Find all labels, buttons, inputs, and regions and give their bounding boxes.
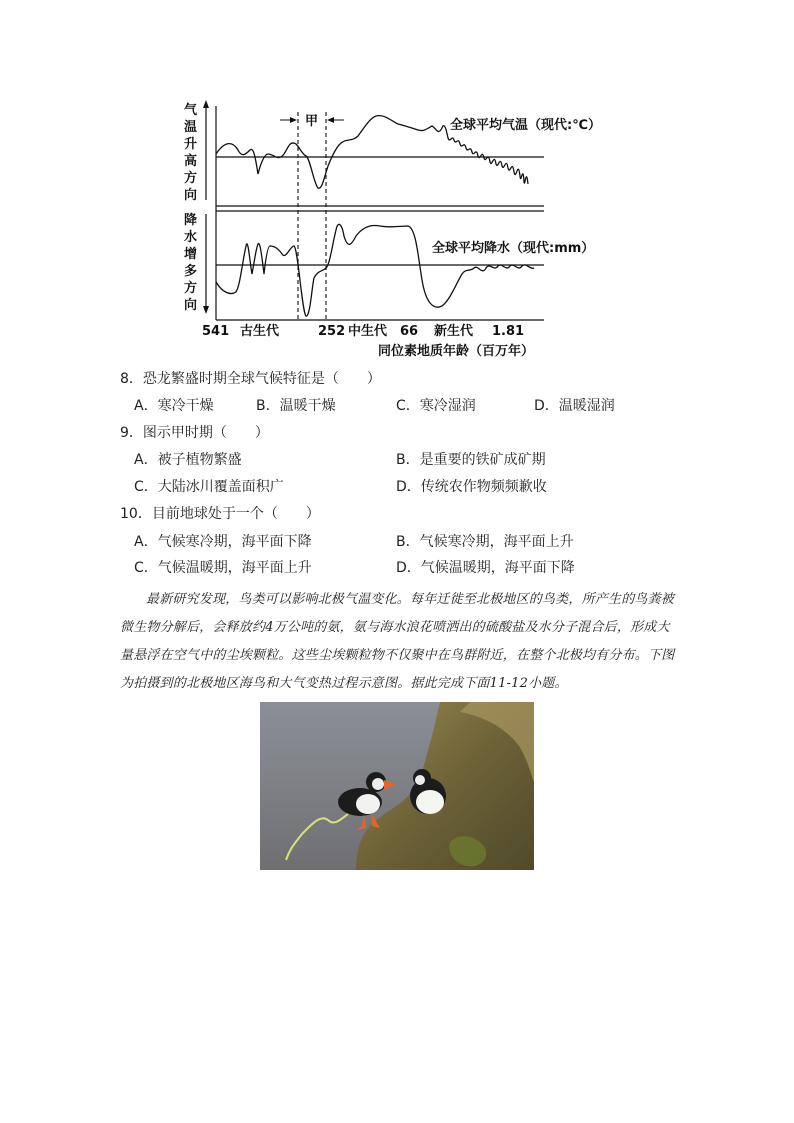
- reading-passage: 最新研究发现，鸟类可以影响北极气温变化。每年迁徙至北极地区的鸟类，所产生的鸟粪被微生物分解后，会释放约4万公吨的氨，氨与海水浪花喷洒出的硫酸盐及水分子混合后，形成大量悬浮在空气中的尘埃颗粒。这些尘埃颗粒物不仅聚中在鸟群附近，在整个北极均有分布。下图为拍摄到的北极地区海鸟和大气变热过程示意图。据此完成下面11-12小题。: [120, 592, 675, 691]
- precipitation-curve: [216, 224, 534, 316]
- question-10-option-d: D．气候温暖期，海平面下降: [396, 560, 575, 576]
- precip-curve-label: 全球平均降水（现代:mm）: [432, 241, 595, 256]
- x-tick-paleozoic: 古生代: [240, 324, 280, 339]
- jia-arrow-right-head: [327, 117, 334, 123]
- precip-arrow-head: [203, 306, 209, 314]
- x-tick-541: 541: [202, 324, 230, 339]
- jia-label: 甲: [305, 114, 319, 129]
- question-8-option-b: B．温暖干燥: [256, 398, 336, 414]
- question-9-option-b: B．是重要的铁矿成矿期: [396, 452, 546, 468]
- question-8-option-a: A．寒冷干燥: [134, 398, 214, 414]
- question-9-option-a: A．被子植物繁盛: [134, 452, 242, 468]
- x-tick-mesozoic: 中生代: [348, 324, 388, 339]
- temp-curve-label: 全球平均气温（现代:℃）: [450, 118, 601, 133]
- puffin-photo: [260, 702, 534, 870]
- y-label-precip: 降水增 多方向: [184, 213, 198, 313]
- x-axis-title: 同位素地质年龄（百万年）: [378, 344, 535, 359]
- question-8-option-c: C．寒冷湿润: [396, 398, 476, 414]
- x-tick-66: 66: [400, 324, 419, 339]
- climate-history-figure: [180, 96, 601, 364]
- question-8-stem: 8．恐龙繁盛时期全球气候特征是（ ）: [120, 371, 381, 387]
- question-10-stem: 10．目前地球处于一个（ ）: [120, 506, 320, 522]
- x-tick-cenozoic: 新生代: [434, 324, 474, 339]
- x-tick-252: 252: [318, 324, 346, 339]
- x-tick-1-81: 1.81: [492, 324, 525, 339]
- jia-arrow-left-head: [290, 117, 297, 123]
- question-10-option-a: A．气候寒冷期，海平面下降: [134, 534, 312, 550]
- question-8-option-d: D．温暖湿润: [534, 398, 615, 414]
- question-10-option-b: B．气候寒冷期，海平面上升: [396, 534, 574, 550]
- y-label-temp: 气温升 高方向: [184, 103, 198, 203]
- question-9-stem: 9．图示甲时期（ ）: [120, 425, 269, 441]
- temp-arrow-head: [203, 100, 209, 108]
- question-9-option-c: C．大陆冰川覆盖面积广: [134, 479, 284, 495]
- question-10-option-c: C．气候温暖期，海平面上升: [134, 560, 312, 576]
- question-9-option-d: D．传统农作物频频歉收: [396, 479, 547, 495]
